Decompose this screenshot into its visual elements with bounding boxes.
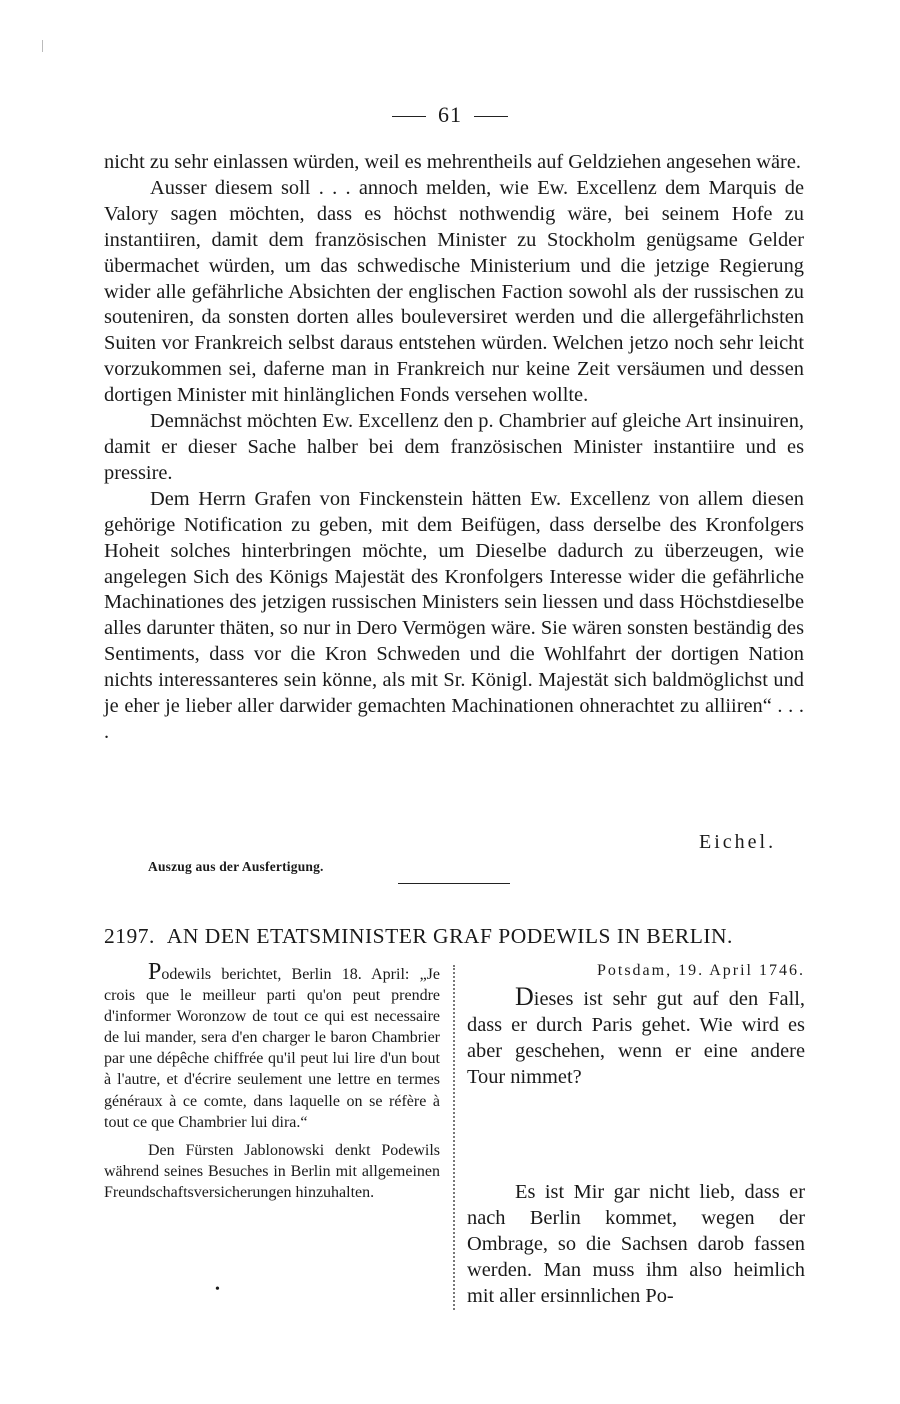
summary-paragraph-1-text: odewils berichtet, Berlin 18. April: „Je crois que le meilleur parti qu'on peut prendre d'informer Woronzow de tout ce qui est necessaire de lui mander, sera d'en charger le baron Chambrier par une dépêche chiffrée qu'il peut lui lire d'un bout à l'autre, et d'écrire seulement une lettre en termes généraux à ce comte, dans laquelle on se réfère à tout ce que Chambrier lui dira.“ [104, 966, 440, 1131]
letter-heading [104, 924, 814, 949]
letter-number: 2197. [104, 924, 155, 948]
source-note: Auszug aus der Ausfertigung. [148, 859, 324, 874]
reply-paragraph-1 [467, 984, 805, 1090]
reply-initial: D [515, 982, 534, 1011]
summary-paragraph-2: Den Fürsten Jablonowski denkt Podewils während seines Besuches in Berlin mit allgemeinen Freundschaftsversicherungen hinzuhalten. [104, 1141, 440, 1201]
page-number-text: 61 [438, 102, 462, 127]
main-paragraph-4: Dem Herrn Grafen von Finckenstein hätten Ew. Excellenz von allem diesen gehörige Notification zu geben, mit dem Beifügen, dass derselbe des Kronfolgers Hoheit solches hinterbringen möchte, um Dieselbe dadurch zu überzeugen, wie angelegen Sich des Königs Majestät des Kronfolgers Interesse wider die gefährliche Machinationes des jetzigen russischen Ministers sein liessen und dass Höchstdieselbe alles darunter thäten, so nur in Dero Vermögen wäre. Sie wären sonsten beständig des Sentiments, dass vor die Kron Schweden und die Wohlfahrt der dortigen Nation nichts interessanteres sein könne, als mit Sr. Königl. Majestät sich baldmöglichst und je eher je lieber aller darwider gemachten Machinationen ohnerachtet zu alliiren“ . . . . [104, 487, 804, 743]
reply-paragraph-1-text: ieses ist sehr gut auf den Fall, dass er durch Paris gehet. Wie wird es aber geschehen, wenn er eine andere Tour nimmet? [467, 988, 805, 1088]
dateline: Potsdam, 19. April 1746. [596, 962, 805, 979]
section-divider-rule [398, 883, 510, 884]
reply-paragraph-2: Es ist Mir gar nicht lieb, dass er nach Berlin kommet, wegen der Ombrage, so die Sachsen darob fassen werden. Man muss ihm also heimlich mit aller ersinnlichen Po- [467, 1181, 805, 1307]
right-column-reply [467, 962, 805, 1307]
main-paragraph-2: Ausser diesem soll . . . annoch melden, wie Ew. Excellenz dem Marquis de Valory sagen möchten, dass es höchst nothwendig wäre, bei seinem Hofe zu instantiiren, damit dem französischen Minister zu Stockholm genügsame Gelder übermachet würden, um das schwedische Ministerium und die jetzige Regierung wider alle gefährliche Absichten der englischen Faction sowohl als der russischen zu souteniren, da sonsten dorten alles bouleversiret werden und die allergefährlichsten Suiten vor Frankreich selbst daraus entstehen würden. Welchen jetzo noch sehr leicht vorzukommen sei, daferne man in Frankreich nur keine Zeit versäumen und dessen dortigen Minister mit hinlänglichen Fonds versehen wollte. [104, 176, 804, 407]
left-column-summary [104, 959, 440, 1203]
column-divider [453, 965, 455, 1310]
scan-edge-mark [42, 40, 43, 52]
stray-mark: • [215, 1282, 220, 1297]
main-paragraph-3: Demnächst möchten Ew. Excellenz den p. Chambrier auf gleiche Art insinuiren, damit er dieser Sache halber bei dem französischen Minister instantiire und es pressire. [104, 410, 804, 484]
signature: Eichel. [699, 831, 777, 853]
letter-title: AN DEN ETATSMINISTER GRAF PODEWILS IN BERLIN. [166, 924, 733, 948]
page-number-dash-right [474, 116, 508, 117]
main-text [104, 150, 804, 746]
main-paragraph-1: nicht zu sehr einlassen würden, weil es mehrentheils auf Geldziehen angesehen wäre. [104, 151, 801, 173]
summary-initial: P [148, 959, 162, 985]
page-number [0, 102, 900, 128]
summary-paragraph-1 [104, 959, 440, 1133]
page-number-dash-left [392, 116, 426, 117]
